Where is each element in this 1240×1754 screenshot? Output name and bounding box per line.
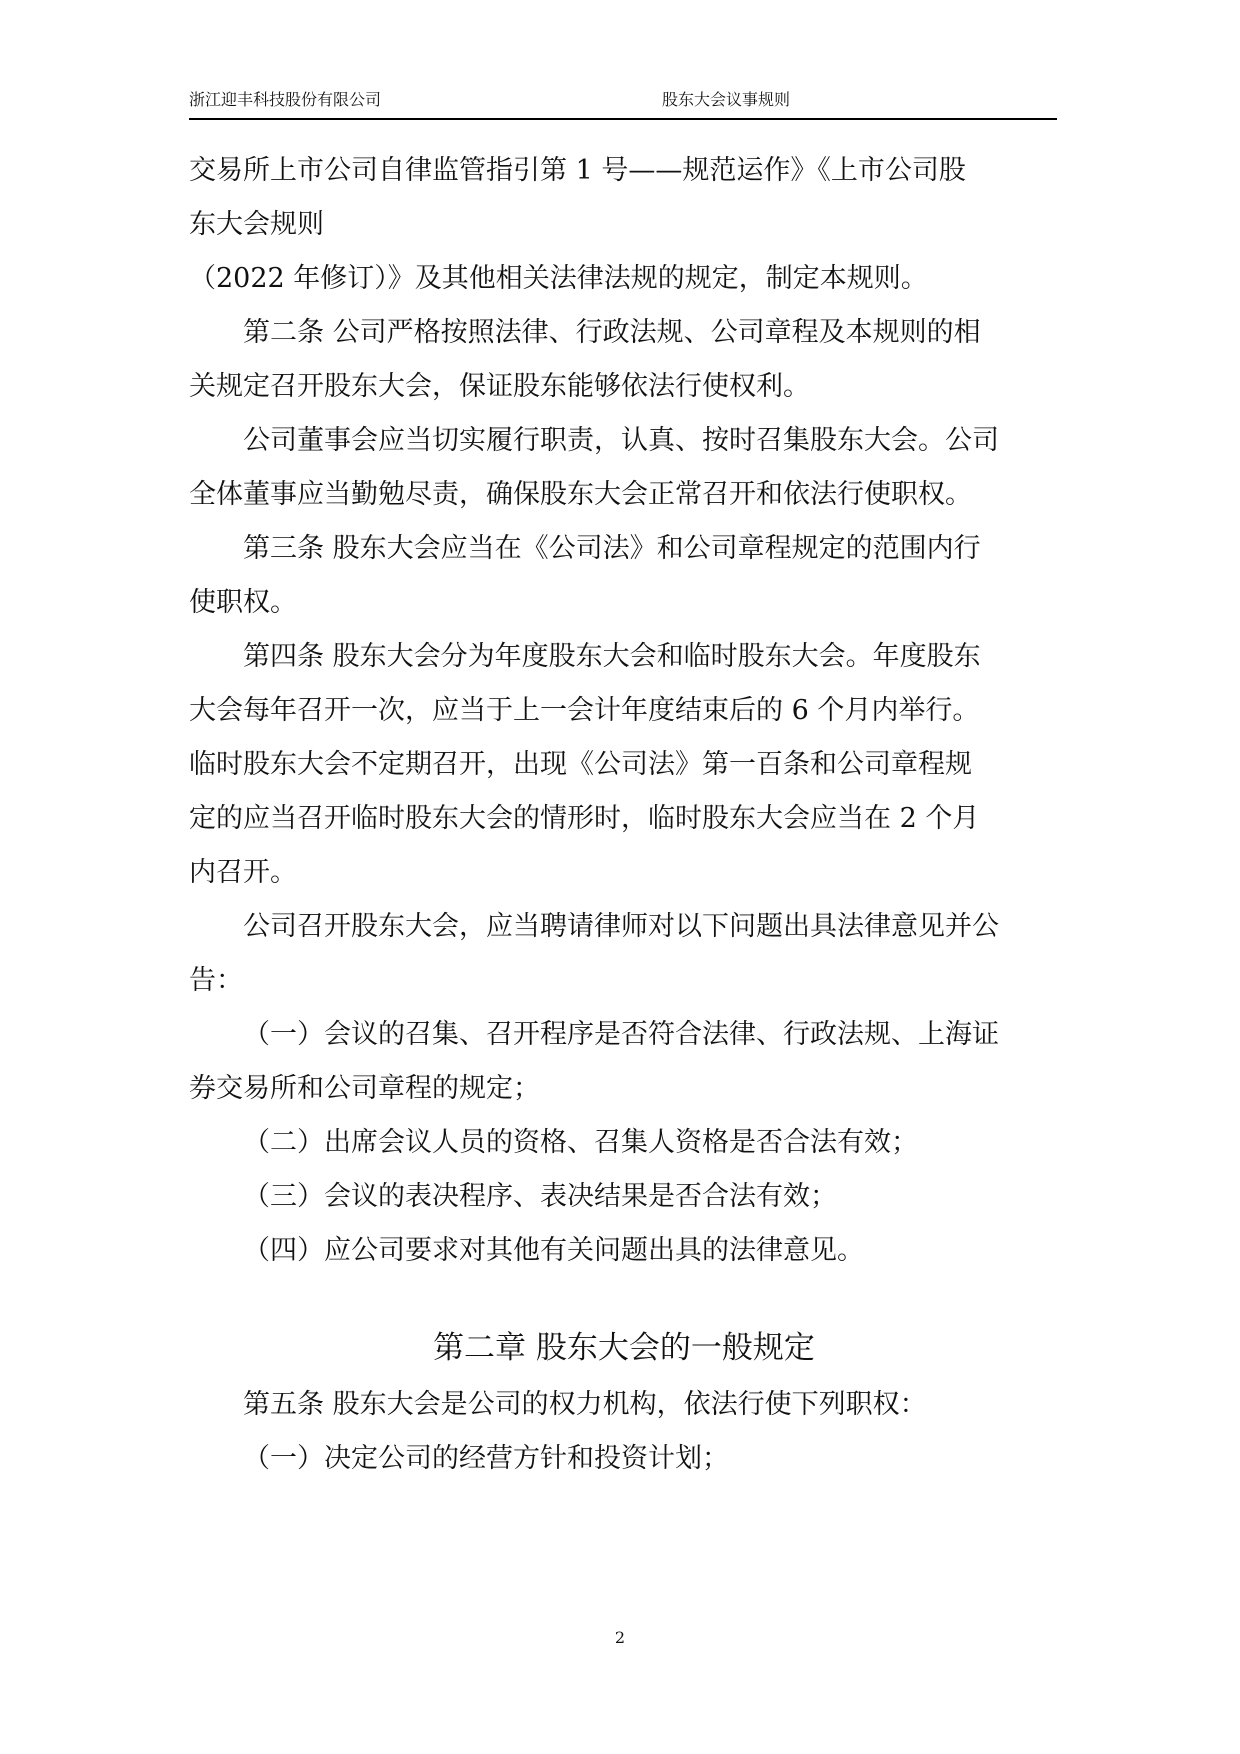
- paragraph-line: 告：: [189, 965, 243, 996]
- list-item: （三）会议的表决程序、表决结果是否合法有效；: [243, 1181, 837, 1212]
- page-header: [189, 88, 1057, 120]
- article-4-line: 大会每年召开一次，应当于上一会计年度结束后的 6 个月内举行。: [189, 695, 980, 726]
- list-item: （一）决定公司的经营方针和投资计划；: [243, 1443, 729, 1474]
- paragraph-line: 公司召开股东大会，应当聘请律师对以下问题出具法律意见并公: [243, 911, 999, 942]
- article-3-line: 使职权。: [189, 587, 297, 618]
- paragraph-line: 交易所上市公司自律监管指引第 1 号——规范运作》《上市公司股: [189, 155, 966, 186]
- paragraph-line: （2022 年修订）》及其他相关法律法规的规定，制定本规则。: [189, 263, 928, 294]
- page-number: 2: [614, 1628, 626, 1647]
- list-item: 券交易所和公司章程的规定；: [189, 1073, 540, 1104]
- document-body: [189, 144, 1069, 1486]
- list-item: （二）出席会议人员的资格、召集人资格是否合法有效；: [243, 1127, 918, 1158]
- article-3-line: 第三条 股东大会应当在《公司法》和公司章程规定的范围内行: [243, 533, 981, 564]
- article-4-line: 定的应当召开临时股东大会的情形时，临时股东大会应当在 2 个月: [189, 803, 980, 834]
- article-4-line: 第四条 股东大会分为年度股东大会和临时股东大会。年度股东: [243, 641, 981, 672]
- article-2-line: 第二条 公司严格按照法律、行政法规、公司章程及本规则的相: [243, 317, 981, 348]
- paragraph-line: 全体董事应当勤勉尽责，确保股东大会正常召开和依法行使职权。: [189, 479, 972, 510]
- article-4-line: 内召开。: [189, 857, 297, 888]
- paragraph-line: 东大会规则: [189, 209, 324, 240]
- company-name: 浙江迎丰科技股份有限公司: [189, 90, 382, 109]
- paragraph-line: 公司董事会应当切实履行职责，认真、按时召集股东大会。公司: [243, 425, 999, 456]
- list-item: （四）应公司要求对其他有关问题出具的法律意见。: [243, 1235, 864, 1266]
- article-5-line: 第五条 股东大会是公司的权力机构，依法行使下列职权：: [243, 1389, 927, 1420]
- document-title: 股东大会议事规则: [662, 90, 791, 109]
- chapter-heading: 第二章 股东大会的一般规定: [433, 1330, 815, 1366]
- article-4-line: 临时股东大会不定期召开，出现《公司法》第一百条和公司章程规: [189, 749, 972, 780]
- list-item: （一）会议的召集、召开程序是否符合法律、行政法规、上海证: [243, 1019, 999, 1050]
- article-2-line: 关规定召开股东大会，保证股东能够依法行使权利。: [189, 371, 810, 402]
